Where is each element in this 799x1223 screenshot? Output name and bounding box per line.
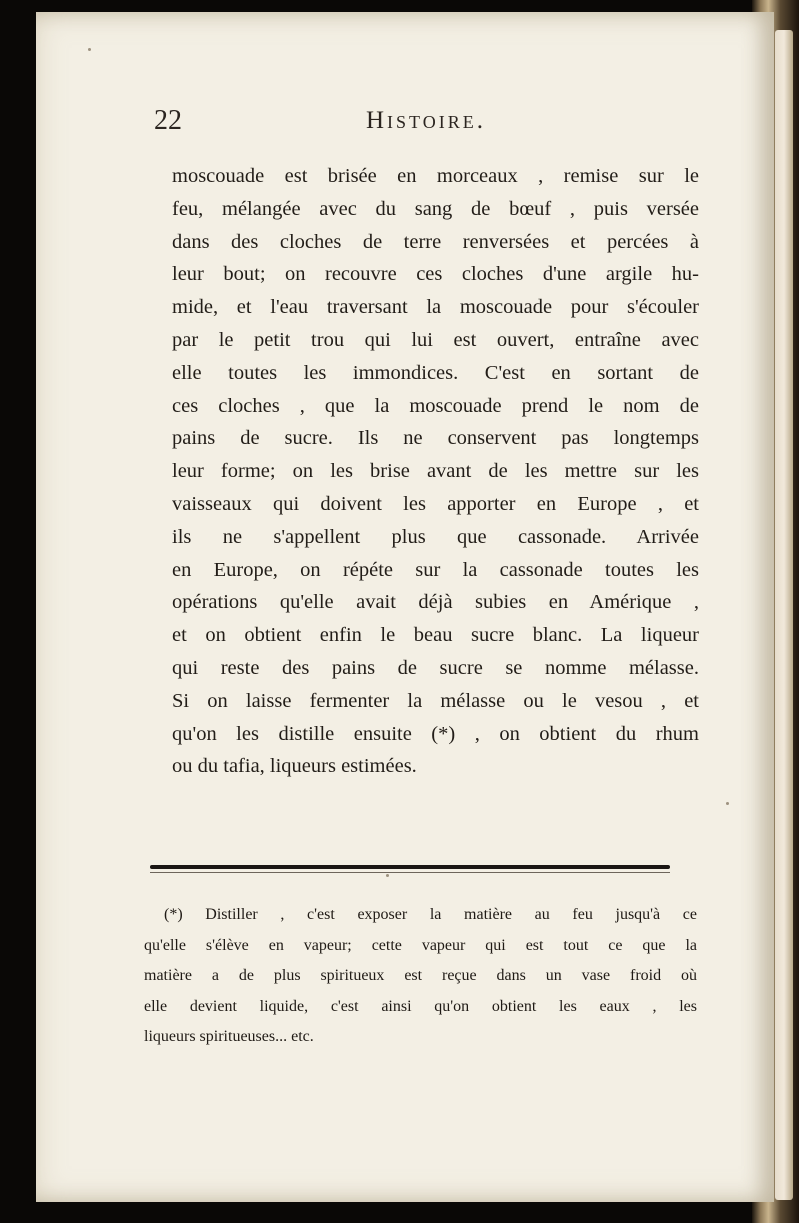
footnote-line: elle devient liquide, c'est ainsi qu'on obtient les eaux , les — [144, 997, 697, 1015]
body-line: ces cloches , que la moscouade prend le nom de — [172, 394, 699, 417]
book-page — [36, 12, 774, 1202]
paper-speck — [726, 802, 729, 805]
body-line: Si on laisse fermenter la mélasse ou le vesou , et — [172, 689, 699, 712]
body-line: ou du tafia, liqueurs estimées. — [172, 755, 417, 778]
running-title: Histoire. — [366, 107, 486, 134]
body-line: qu'on les distille ensuite (*) , on obtient du rhum — [172, 722, 699, 745]
footnote-line: (*) Distiller , c'est exposer la matière au feu jusqu'à ce — [164, 906, 697, 923]
page-header — [36, 105, 774, 145]
body-line: leur forme; on les brise avant de les mettre sur les — [172, 460, 699, 483]
body-line: qui reste des pains de sucre se nomme mélasse. — [172, 656, 699, 679]
footnote-divider — [150, 865, 670, 869]
body-line: en Europe, on répéte sur la cassonade toutes les — [172, 558, 699, 581]
body-line: par le petit trou qui lui est ouvert, entraîne avec — [172, 328, 699, 351]
paper-speck — [386, 874, 389, 877]
body-line: leur bout; on recouvre ces cloches d'une argile hu- — [172, 263, 699, 286]
body-text — [172, 160, 699, 783]
body-line: vaisseaux qui doivent les apporter en Europe , et — [172, 492, 699, 515]
footnote — [144, 900, 697, 1053]
body-line: moscouade est brisée en morceaux , remise sur le — [172, 165, 699, 187]
paper-speck — [88, 48, 91, 51]
body-line: mide, et l'eau traversant la moscouade pour s'écouler — [172, 296, 699, 319]
footnote-line: matière a de plus spiritueux est reçue dans un vase froid où — [144, 967, 697, 984]
body-line: feu, mélangée avec du sang de bœuf , puis versée — [172, 197, 699, 220]
page-number: 22 — [154, 105, 182, 136]
footnote-line: liqueurs spiritueuses... etc. — [144, 1028, 314, 1045]
body-line: elle toutes les immondices. C'est en sortant de — [172, 361, 699, 384]
next-page-edge — [775, 30, 793, 1200]
body-line: dans des cloches de terre renversées et percées à — [172, 230, 699, 253]
body-line: et on obtient enfin le beau sucre blanc. La liqueur — [172, 624, 699, 647]
body-line: ils ne s'appellent plus que cassonade. Arrivée — [172, 525, 699, 548]
footnote-line: qu'elle s'élève en vapeur; cette vapeur qui est tout ce que la — [144, 936, 697, 954]
body-line: opérations qu'elle avait déjà subies en Amérique , — [172, 591, 699, 614]
body-line: pains de sucre. Ils ne conservent pas longtemps — [172, 427, 699, 450]
footnote-divider-thin — [150, 872, 670, 873]
